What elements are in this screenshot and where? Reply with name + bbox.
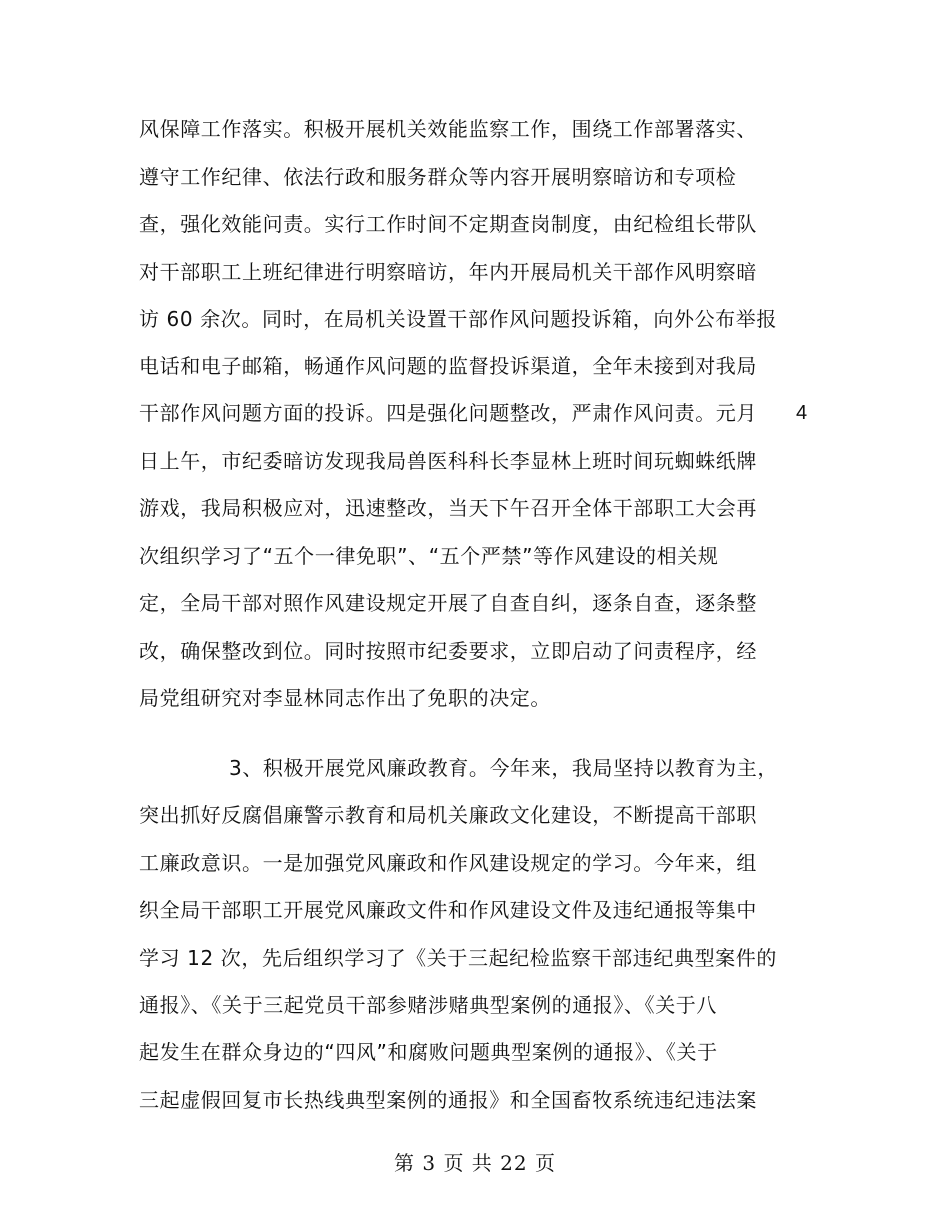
text-line: 工廉政意识。一是加强党风廉政和作风建设规定的学习。今年来，组: [139, 851, 757, 875]
text-line: 改，确保整改到位。同时按照市纪委要求，立即启动了问责程序，经: [139, 639, 757, 663]
text-line: 干部作风问题方面的投诉。四是强化问题整改，严肃作风问责。元月: [139, 401, 757, 425]
text-line: 织全局干部职工开展党风廉政文件和作风建设文件及违纪通报等集中: [139, 898, 757, 922]
text-line: 局党组研究对李显林同志作出了免职的决定。: [139, 686, 551, 710]
text-line: 风保障工作落实。积极开展机关效能监察工作，围绕工作部署落实、: [139, 117, 757, 141]
text-line: 通报》、《关于三起党员干部参赌涉赌典型案例的通报》、《关于八: [139, 993, 717, 1017]
text-line: 次组织学习了“五个一律免职”、“五个严禁”等作风建设的相关规: [139, 544, 719, 568]
page-footer: 第 3 页 共 22 页: [394, 1151, 556, 1175]
text-line: 突出抓好反腐倡廉警示教育和局机关廉政文化建设，不断提高干部职: [139, 803, 757, 827]
text-line: 定，全局干部对照作风建设规定开展了自查自纠，逐条自查，逐条整: [139, 591, 757, 615]
text-line: 查，强化效能问责。实行工作时间不定期查岗制度，由纪检组长带队: [139, 212, 757, 236]
text-line: 游戏，我局积极应对，迅速整改，当天下午召开全体干部职工大会再: [139, 496, 757, 520]
text-line: 三起虚假回复市长热线典型案例的通报》和全国畜牧系统违纪违法案: [139, 1088, 757, 1112]
text-line: 对干部职工上班纪律进行明察暗访，年内开展局机关干部作风明察暗: [139, 260, 757, 284]
text-line: 日上午，市纪委暗访发现我局兽医科科长李显林上班时间玩蜘蛛纸牌: [139, 449, 757, 473]
text-line: 3、积极开展党风廉政教育。今年来，我局坚持以教育为主，: [229, 756, 778, 780]
text-line: 起发生在群众身边的“四风”和腐败问题典型案例的通报》、《关于: [139, 1040, 718, 1064]
margin-number: 4: [796, 402, 808, 424]
text-line: 访 60 余次。同时，在局机关设置干部作风问题投诉箱，向外公布举报: [139, 307, 777, 331]
text-line: 遵守工作纪律、依法行政和服务群众等内容开展明察暗访和专项检: [139, 165, 737, 189]
text-line: 电话和电子邮箱，畅通作风问题的监督投诉渠道，全年未接到对我局: [139, 354, 757, 378]
text-line: 学习 12 次，先后组织学习了《关于三起纪检监察干部违纪典型案件的: [139, 946, 777, 970]
